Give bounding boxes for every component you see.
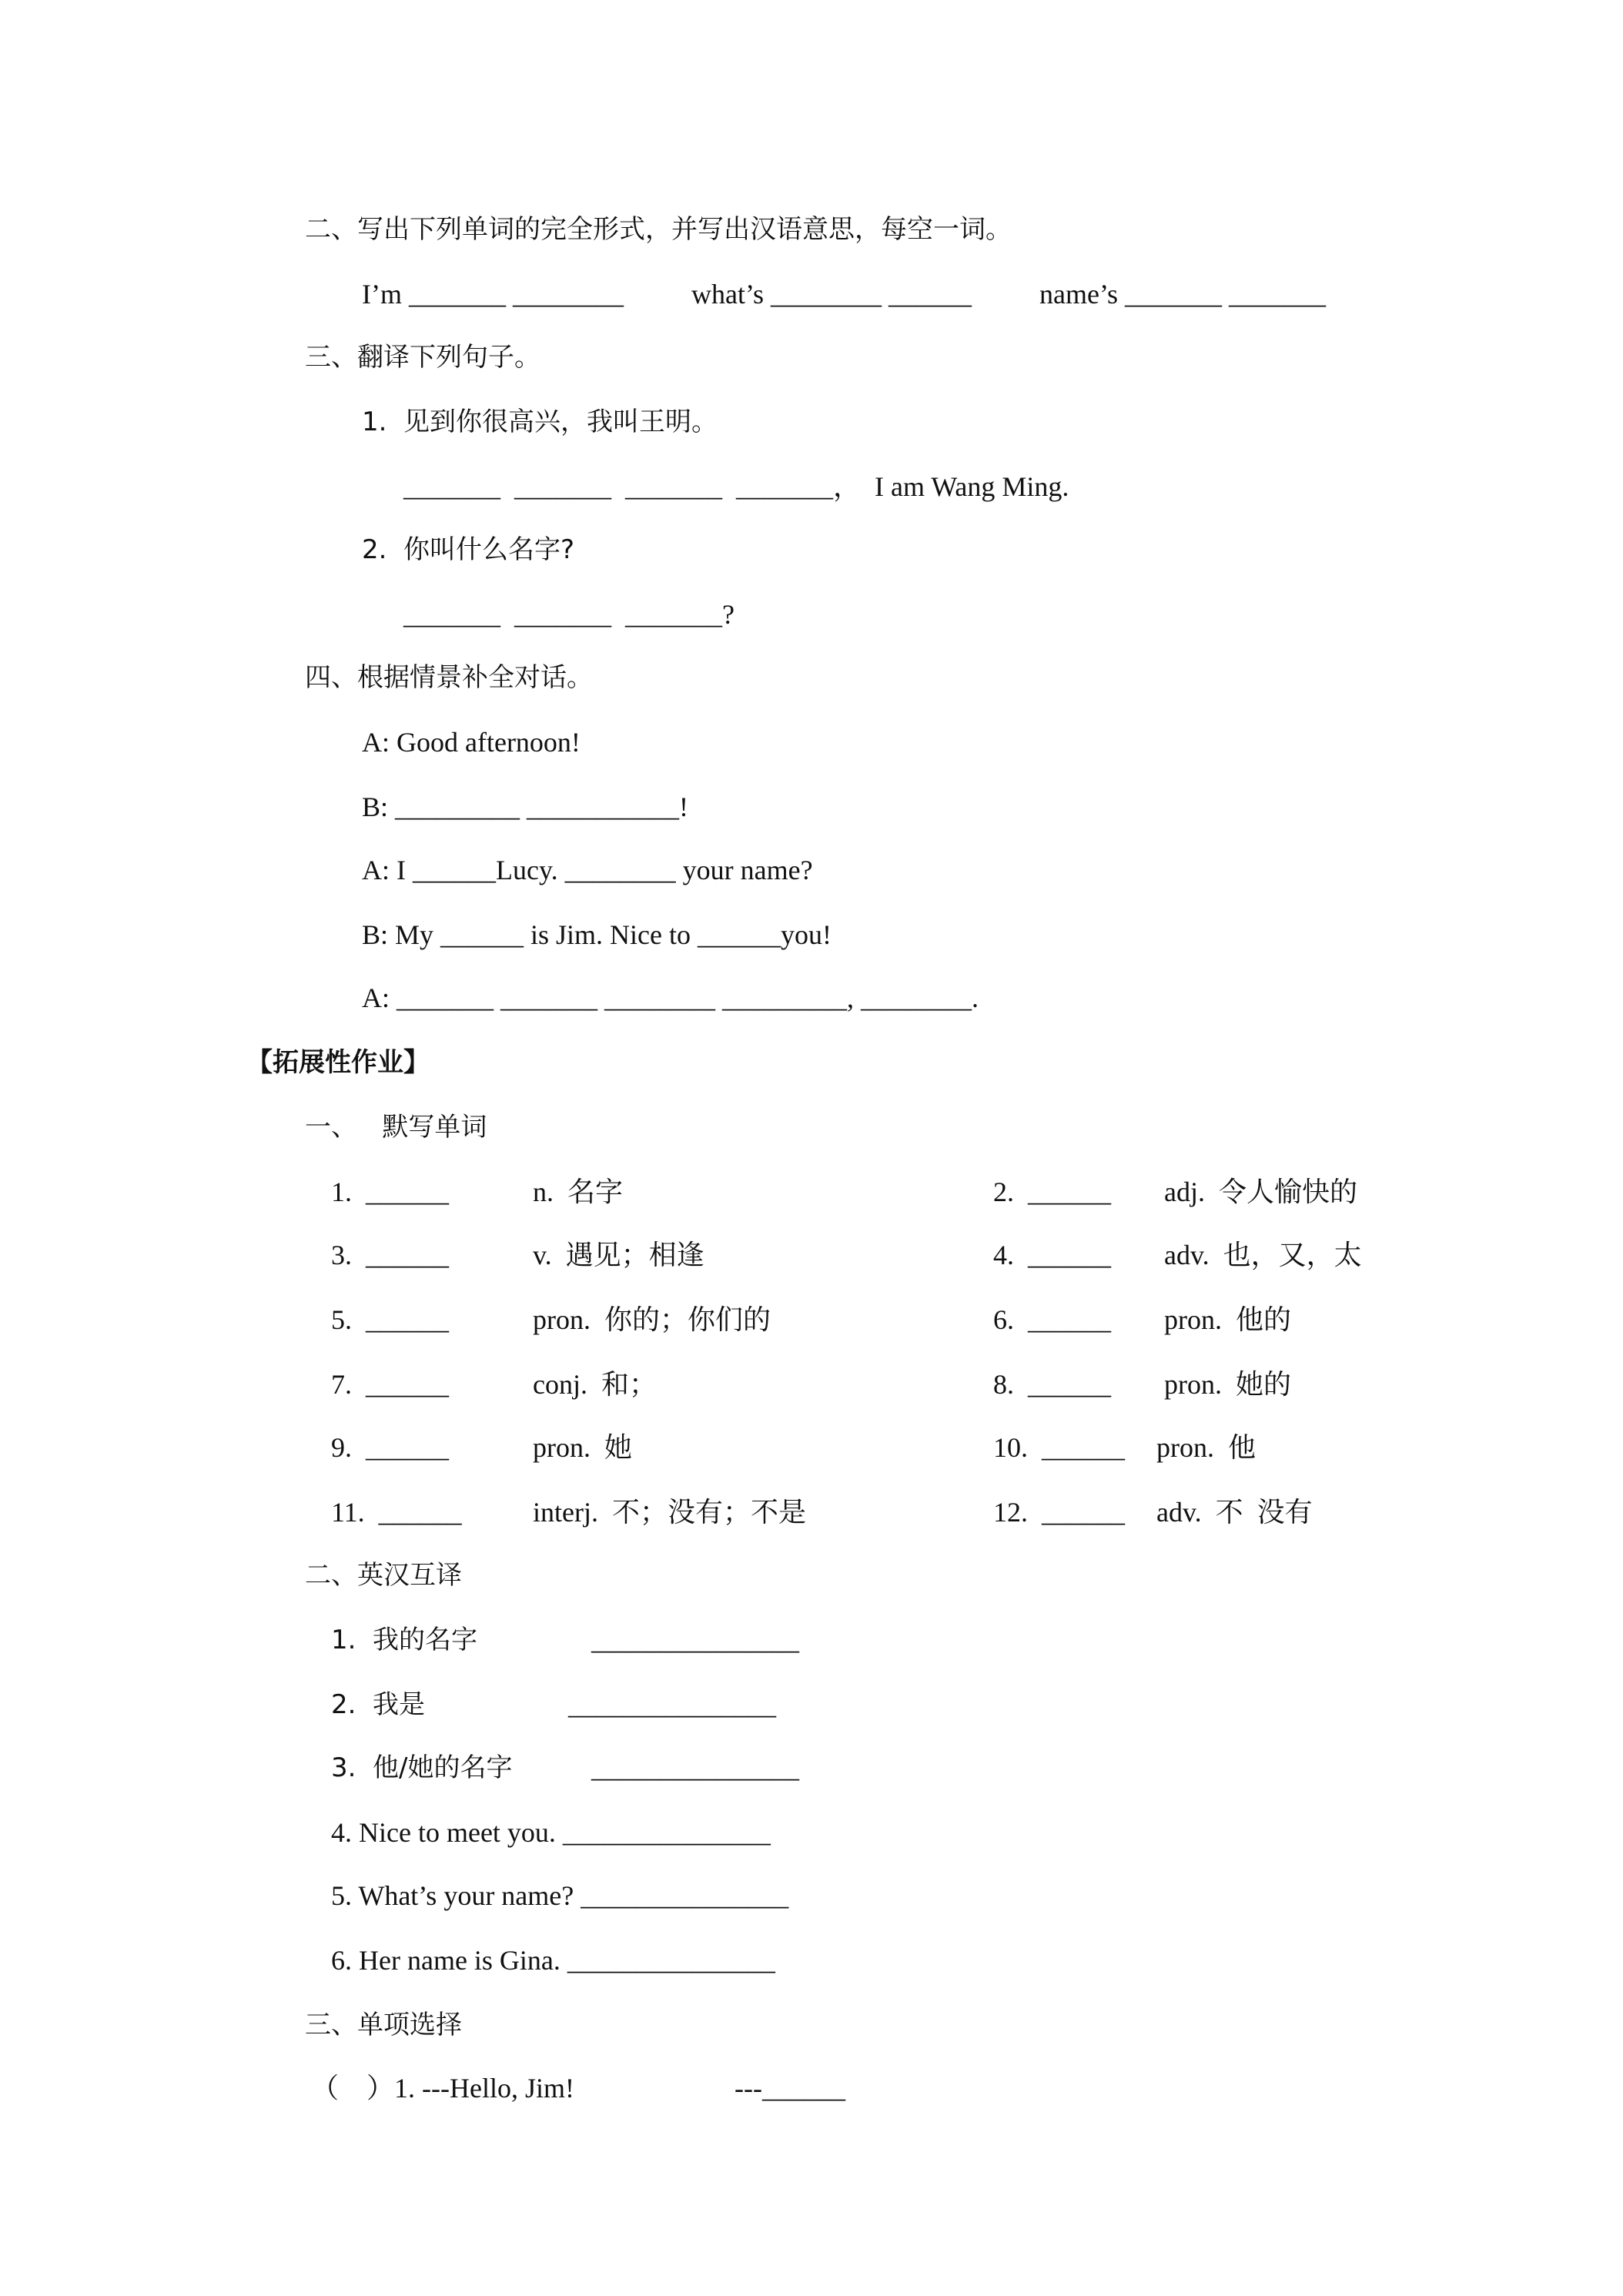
translation-item-3-blank: _______________ xyxy=(591,1752,799,1783)
vocab-item-5-meaning: pron. 你的；你们的 xyxy=(533,1304,771,1335)
vocab-item-7-number: 7. ______ xyxy=(331,1369,449,1400)
vocab-item-9-number: 9. ______ xyxy=(331,1432,449,1463)
dialogue-line-1: A: Good afternoon! xyxy=(362,727,581,758)
section3-heading: 三、翻译下列句子。 xyxy=(305,342,540,373)
translation-item-1-blank: _______________ xyxy=(591,1625,799,1655)
translation-item-2-blank: _______________ xyxy=(568,1689,776,1720)
vocab-item-12-number: 12. ______ xyxy=(993,1497,1125,1528)
vocab-item-5-number: 5. ______ xyxy=(331,1304,449,1335)
word-blank-im: I’m _______ ________ xyxy=(362,279,624,310)
section2-heading: 二、写出下列单词的完全形式，并写出汉语意思，每空一词。 xyxy=(305,214,1012,245)
vocab-item-1-meaning: n. 名字 xyxy=(533,1176,624,1207)
dialogue-line-4: B: My ______ is Jim. Nice to ______you! xyxy=(362,919,832,950)
word-blank-names: name’s _______ _______ xyxy=(1039,279,1326,310)
choice-question-1-answer: ---______ xyxy=(735,2073,845,2104)
vocab-item-10-number: 10. ______ xyxy=(993,1432,1125,1463)
vocab-item-2-number: 2. ______ xyxy=(993,1176,1111,1207)
translation-item-3: 3. 他/她的名字 xyxy=(331,1752,513,1783)
vocab-item-3-number: 3. ______ xyxy=(331,1240,449,1270)
vocab-item-11-number: 11. ______ xyxy=(331,1497,462,1528)
vocab-item-6-number: 6. ______ xyxy=(993,1304,1111,1335)
vocab-item-6-meaning: pron. 他的 xyxy=(1164,1304,1291,1335)
vocab-item-2-meaning: adj. 令人愉快的 xyxy=(1164,1176,1357,1207)
vocab-item-4-meaning: adv. 也，又，太 xyxy=(1164,1240,1362,1270)
choice-question-1: （ ）1. ---Hello, Jim! xyxy=(311,2073,574,2104)
extended-homework-title: 【拓展性作业】 xyxy=(246,1047,430,1078)
translation-item-2: 2. 我是 xyxy=(331,1689,426,1720)
translation-item-1: 1. 我的名字 xyxy=(331,1625,478,1655)
vocab-item-12-meaning: adv. 不 没有 xyxy=(1156,1497,1313,1528)
vocab-item-4-number: 4. ______ xyxy=(993,1240,1111,1270)
dialogue-line-2: B: _________ ___________! xyxy=(362,792,689,822)
translate-answer-2: _______ _______ _______? xyxy=(403,599,735,630)
part3-heading: 三、单项选择 xyxy=(305,2010,462,2040)
translation-item-5: 5. What’s your name? _______________ xyxy=(331,1880,789,1911)
vocab-item-9-meaning: pron. 她 xyxy=(533,1432,632,1463)
vocab-item-3-meaning: v. 遇见；相逢 xyxy=(533,1240,704,1270)
vocab-item-8-number: 8. ______ xyxy=(993,1369,1111,1400)
vocab-item-7-meaning: conj. 和； xyxy=(533,1369,657,1400)
translation-item-4: 4. Nice to meet you. _______________ xyxy=(331,1817,771,1848)
part2-heading: 二、英汉互译 xyxy=(305,1560,462,1591)
part1-heading: 一、 默写单词 xyxy=(305,1112,487,1143)
dialogue-line-3: A: I ______Lucy. ________ your name? xyxy=(362,855,813,885)
vocab-item-1-number: 1. ______ xyxy=(331,1176,449,1207)
word-blank-whats: what’s ________ ______ xyxy=(691,279,972,310)
vocab-item-11-meaning: interj. 不；没有；不是 xyxy=(533,1497,806,1528)
translate-question-1: 1. 见到你很高兴，我叫王明。 xyxy=(362,407,718,437)
translation-item-6: 6. Her name is Gina. _______________ xyxy=(331,1945,775,1976)
dialogue-line-5: A: _______ _______ ________ _________, ________. xyxy=(362,982,979,1013)
translate-answer-1: _______ _______ _______ _______， I am Wang Ming. xyxy=(403,471,1069,502)
vocab-item-8-meaning: pron. 她的 xyxy=(1164,1369,1291,1400)
section4-heading: 四、根据情景补全对话。 xyxy=(305,662,593,693)
translate-question-2: 2. 你叫什么名字? xyxy=(362,534,575,565)
vocab-item-10-meaning: pron. 他 xyxy=(1156,1432,1256,1463)
